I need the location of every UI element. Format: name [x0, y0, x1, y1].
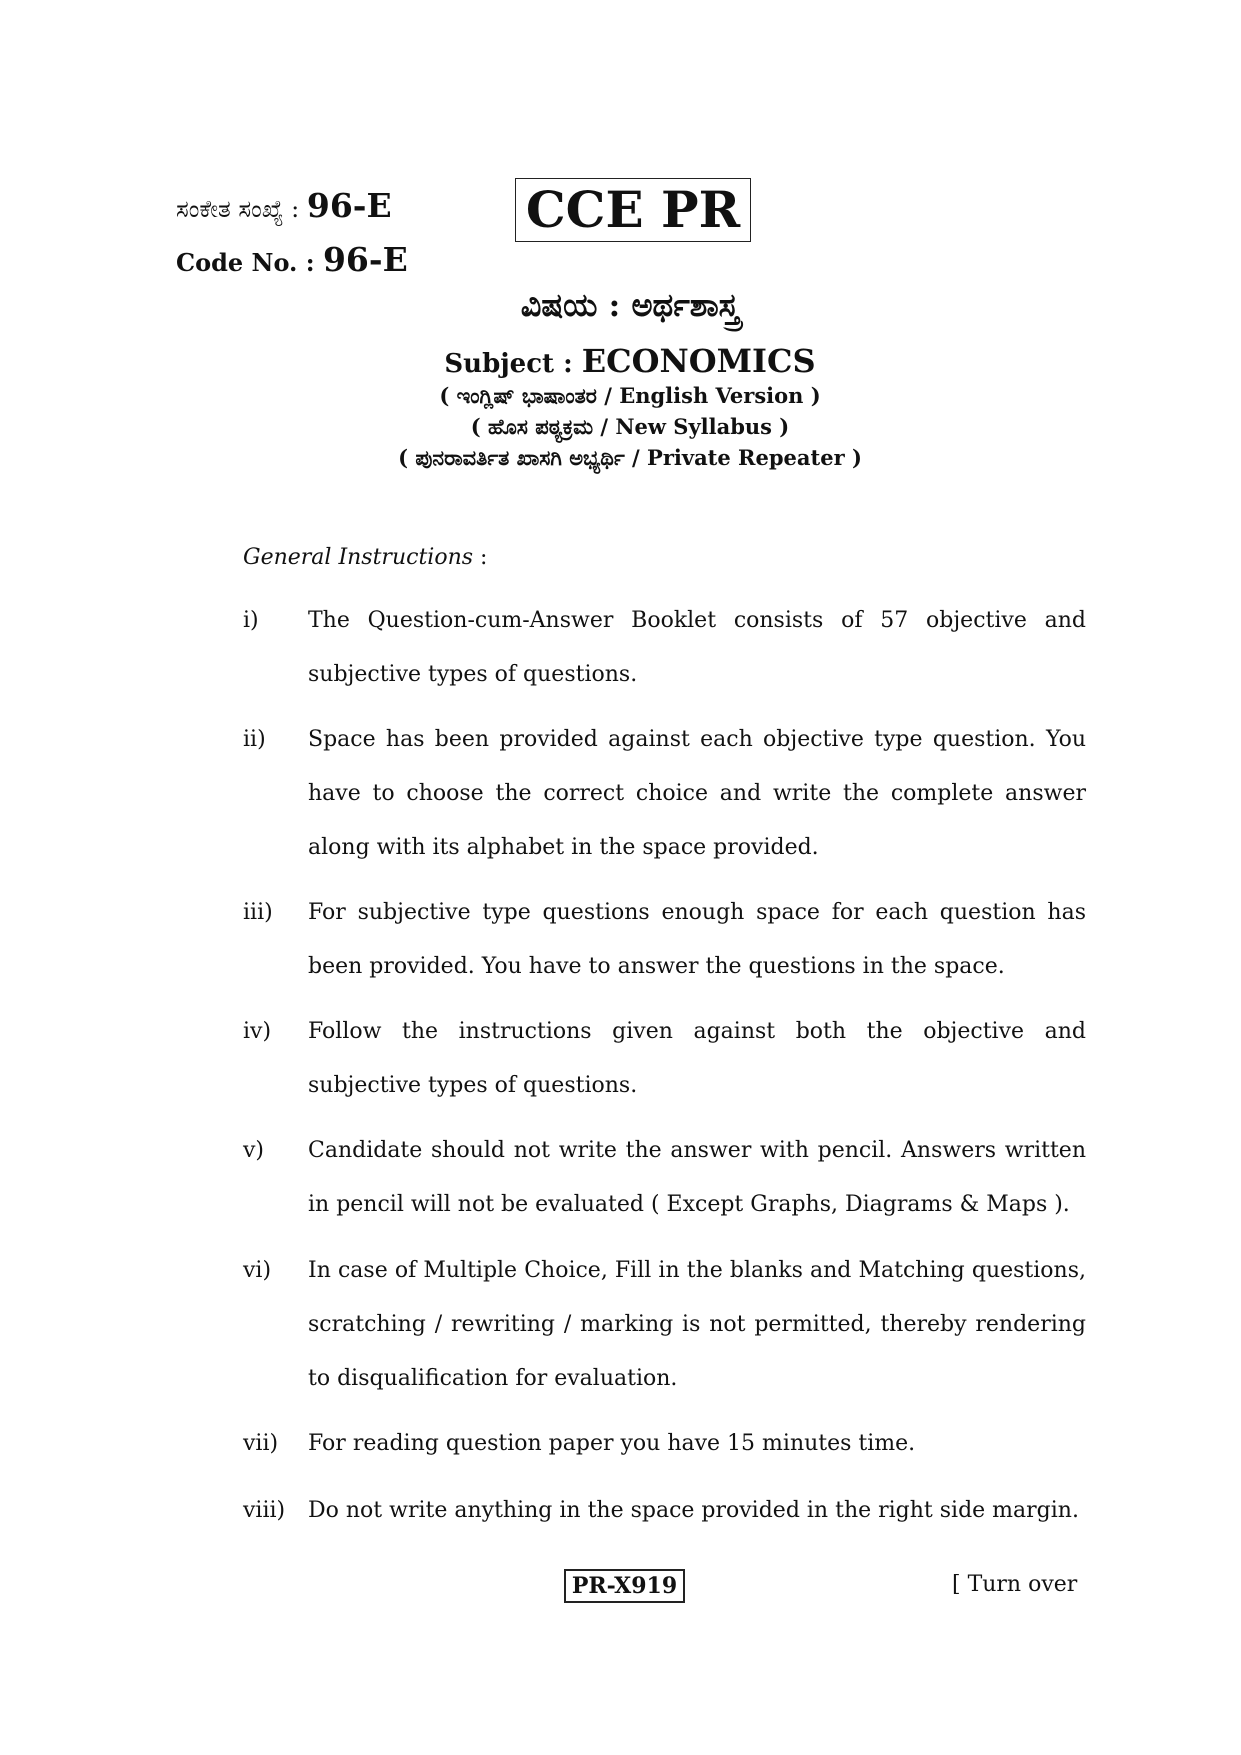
code-number-english [176, 240, 408, 279]
general-instructions-heading [243, 545, 487, 570]
instruction-text: The Question-cum-Answer Booklet consists of 57 objective and subjective types of questions. [308, 608, 1086, 687]
instruction-text: For subjective type questions enough space for each question has been provided. You have to answer the questions in the space. [308, 900, 1086, 979]
instruction-item [243, 1124, 1086, 1232]
syllabus-line: ( ಹೊಸ ಪಠ್ಯಕ್ರಮ / New Syllabus ) [470, 414, 790, 439]
instruction-number: viii) [243, 1498, 286, 1523]
instruction-number: vi) [243, 1258, 272, 1283]
version-line: ( ಇಂಗ್ಲಿಷ್ ಭಾಷಾಂತರ / English Version ) [439, 383, 821, 408]
code-label-kannada: ಸಂಕೇತ ಸಂಖ್ಯೆ : [176, 195, 300, 223]
code-number-kannada [176, 186, 392, 225]
subject-value: ECONOMICS [581, 342, 816, 380]
instruction-item [243, 594, 1086, 702]
subject-label: Subject : [444, 349, 573, 379]
exam-title-box: CCE PR [515, 178, 751, 242]
code-value-kannada: 96-E [306, 186, 392, 225]
instruction-number: ii) [243, 727, 266, 752]
instruction-number: iii) [243, 900, 273, 925]
repeater-line: ( ಪುನರಾವರ್ತಿತ ಖಾಸಗಿ ಅಭ್ಯರ್ಥಿ / Private Repeater ) [398, 445, 862, 470]
instructions-heading-colon: : [480, 545, 488, 570]
instruction-number: vii) [243, 1431, 279, 1456]
instruction-text: Candidate should not write the answer with pencil. Answers written in pencil will not be evaluated ( Except Graphs, Diagrams & Maps ). [308, 1138, 1086, 1217]
instruction-number: i) [243, 608, 259, 633]
code-label-english: Code No. : [176, 248, 315, 277]
turn-over-label: [ Turn over [952, 1572, 1078, 1597]
instruction-text: In case of Multiple Choice, Fill in the blanks and Matching questions, scratching / rewriting / marking is not permitted, thereby rendering to disqualification for evaluation. [308, 1258, 1086, 1391]
paper-code-box: PR-X919 [564, 1569, 685, 1603]
instruction-item [243, 713, 1086, 875]
instruction-number: v) [243, 1138, 265, 1163]
instructions-heading-text: General Instructions [243, 545, 474, 570]
instruction-text: Space has been provided against each objective type question. You have to choose the correct choice and write the complete answer along with its alphabet in the space provided. [308, 727, 1086, 860]
instruction-item [243, 1417, 1086, 1471]
subject-kannada: ವಿಷಯ : ಅರ್ಥಶಾಸ್ತ್ರ [520, 286, 740, 324]
instruction-item [243, 1005, 1086, 1113]
instruction-item [243, 1484, 1086, 1538]
subject-english [300, 342, 960, 380]
instruction-text: For reading question paper you have 15 minutes time. [308, 1431, 916, 1456]
instruction-text: Do not write anything in the space provided in the right side margin. [308, 1498, 1079, 1523]
code-value-english: 96-E [322, 240, 408, 279]
instruction-item [243, 1244, 1086, 1406]
instruction-text: Follow the instructions given against both the objective and subjective types of questions. [308, 1019, 1086, 1098]
instruction-item [243, 886, 1086, 994]
instruction-number: iv) [243, 1019, 272, 1044]
